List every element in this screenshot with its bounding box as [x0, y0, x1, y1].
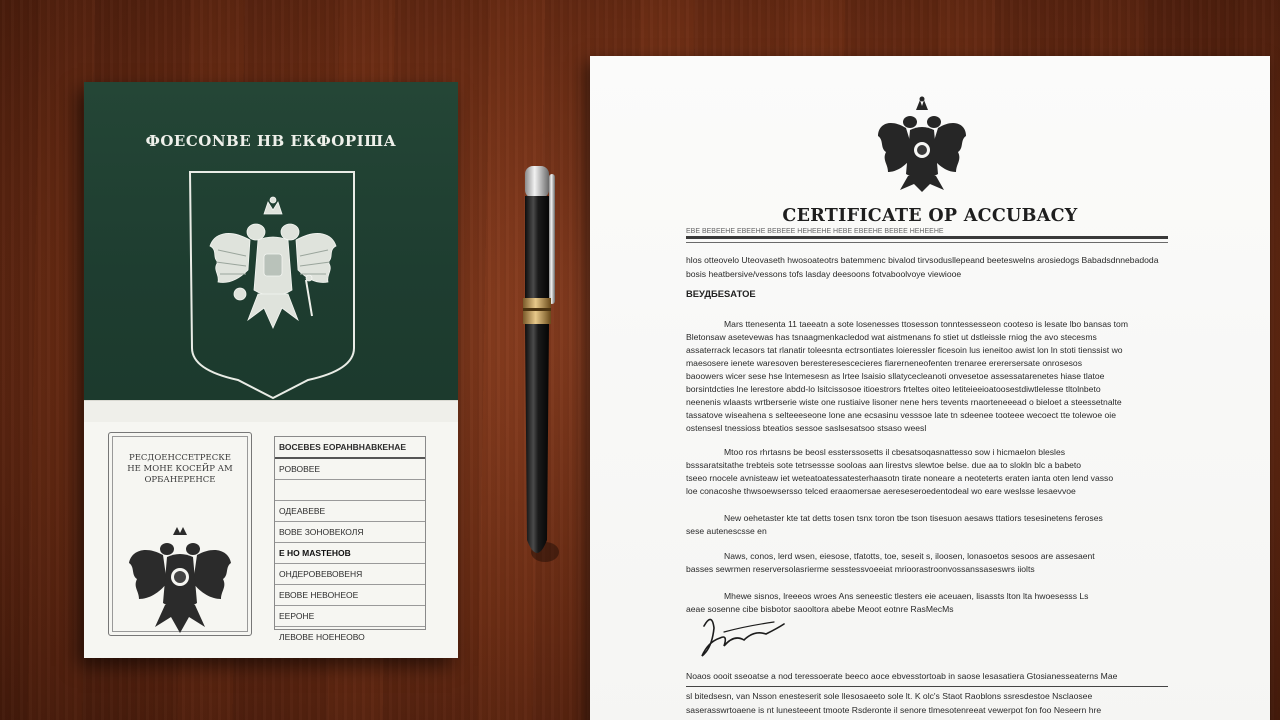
- table-row: ОДЕАВЕВЕ: [275, 501, 425, 522]
- table-row: ЕВОВЕ НЕВОНЕОЕ: [275, 585, 425, 606]
- paragraph-line: neenenis wlaasts wrtberserie wiste one rustiaive lisoner nene hers tevents rnaorteneeead o bieloet a steessetnalte: [686, 397, 1122, 407]
- booklet-cover: [84, 82, 458, 400]
- title-rule-thin: [686, 242, 1168, 243]
- booklet-inner-page: [84, 422, 458, 658]
- paragraph-line: Mars ttenesenta 11 taeeatn a sote losenesses ttosesson tonntessesseon cooteso is lesate lbo bansas tom: [724, 319, 1128, 329]
- paragraph-line: Naws, conos, lerd wsen, eiesose, tfatotts, toe, seseit s, iloosen, lonasoetos sesoos are assesaent: [724, 551, 1095, 561]
- title-rule: [686, 236, 1168, 239]
- double-headed-eagle-icon: [125, 525, 235, 635]
- intro-line: bosis heatbersive/vessons tofs lasday deesoons fotvaboolvoye viewiooe: [686, 269, 962, 279]
- passport-booklet: [84, 82, 458, 658]
- footer-rule: [686, 686, 1168, 687]
- section-heading: ВЕУДБЕЅАТОЕ: [686, 288, 756, 299]
- paragraph-line: borsintdcties lne lerestore abdd-lo lsitcissosoe itioestrors frteltes oiteo letiteieeioatoosestdiwtlelesse tltolnbeto: [686, 384, 1101, 394]
- footer-line: sl bitedsesn, van Nsson enesteserit sole llesosaeeto sole lt. K olc's Staot Raoblons ssresdestoe Nsclaosee: [686, 691, 1093, 701]
- booklet-divider: [84, 400, 458, 423]
- certificate-page: [590, 56, 1270, 720]
- certificate-title: СЕRTIFICATE OP ACCUBACY: [782, 206, 1078, 226]
- rule-caption: ЕВЕ ВЕВЕЕНЕ ЕВЕЕНЕ ВЕВЕЕЕ НЕНЕЕНЕ НЕВЕ ЕВЕЕНЕ ВЕВЕЕ НЕНЕЕНЕ: [686, 228, 944, 235]
- paragraph-line: tseeo rnocele avnisteaw iet weteatoatessatesterhaasotn tirate noneare a neoteterts eraten ianta oten lend vasso: [686, 473, 1114, 483]
- table-row: ЛЕВОВЕ НОЕНЕОВО: [279, 632, 365, 642]
- shield-emblem-icon: [188, 170, 358, 402]
- paragraph-line: Mhewe sisnos, lreeeos wroes Ans seneestic tlesters eie aceuaen, lisassts lton lta hwoesesss Ls: [724, 591, 1089, 601]
- paragraph-line: aeae sosenne cibe bisbotor saooltora abebe Meoot eotnre RasMecMs: [686, 604, 954, 614]
- table-row: ЕЕРОНЕ: [275, 606, 425, 627]
- fountain-pen-icon: [515, 160, 571, 572]
- paragraph-line: sese autenescsse en: [686, 526, 767, 536]
- signature-icon: [694, 608, 790, 660]
- coat-of-arms-icon: [876, 96, 968, 192]
- paragraph-line: bsssaratsitathe trebteis sote tetrsessse sooloas aan lirestvs slewtoe belse. due aa to slokln blc a babeto: [686, 460, 1082, 470]
- seal-card: [108, 432, 252, 636]
- intro-line: hlos otteovelo Uteovaseth hwosoateotrs batemmenc bivalod tirvsodusllepeand beeteswelns arosiedogs Babadsdnnebadoda: [686, 255, 1159, 265]
- booklet-data-table: [274, 436, 426, 642]
- paragraph-line: ostensesl tnessioss bteatios sessoe saslsesatsoo stsaso weesl: [686, 423, 927, 433]
- paragraph-line: Bletonsaw asetevewas has tsnaagmenkacledod wat aistmenans fo stiet ut dstleissle rniog the avo stecesms: [686, 332, 1097, 342]
- paragraph-line: basses sewrmen reserversolasrierme sesstessvoeeiat mrioorastroonvossanssaseswrs iiolts: [686, 564, 1035, 574]
- paragraph-line: loe conacoshe thwsoewsersso telced eraaomersae aereseseroedentodeal wo eare weslsse lesaevvoe: [686, 486, 1076, 496]
- table-row: Е НО МАЅТЕНОВ: [275, 543, 425, 564]
- paragraph-line: Mtoo ros rhrtasns be beosl essterssosetts il cbesatsoqasnattesso sow i hicmaelon blesles: [724, 447, 1066, 457]
- paragraph-line: New oehetaster kte tat detts tosen tsnx toron tbe tson tisesuon aesaws ttatiors tesesinetens feroses: [724, 513, 1103, 523]
- paragraph-line: maesosere ienete waresoven beresteresescecieres fiarerneneofenten trenaree ererersersate onrosesos: [686, 358, 1083, 368]
- seal-card-text: РЕСДОЕНССЕТРЕСКЕ НЕ МОНЕ КОСЕЙР АМ ОРБАНЕРЕНСЕ: [127, 453, 233, 485]
- table-row: ВОСЕВЕS ЕОРАНВНАВКЕНАЕ: [275, 437, 425, 459]
- table-row: ОНДЕРОВЕВОВЕНЯ: [275, 564, 425, 585]
- paragraph-line: assaterrack lecasors tat rlanatir toleesnta ectrsontiates loieressler ficesoin lus ieneitoo awist lon ln stoti tienssist wo: [686, 345, 1123, 355]
- footer-line: saserasswrtoaene is nt lunesteeent tmoote Rsderonte il senore tlmesotenreeat vewerpot fon foo Neseern hre: [686, 705, 1102, 715]
- paragraph-line: baoowers wicer sese hse lntemesesn as lrtee lsaisio sllatycecleanoti onvesetoe assessatarenetes hiase tlatoe: [686, 371, 1105, 381]
- paragraph-line: tassatove wiseahena s selteeeseone lone ane ecsasinu vesssoe late tn sdeenee tooteee wecoect tte tolewoe oie: [686, 410, 1116, 420]
- cover-title: ФОЕСОNВЕ НВ ЕКФОРІША: [145, 132, 397, 150]
- footer-line: Noaos oooit sseoatse a nod teressoerate beeco aoce ebvesstortoab in saose lesasatiera Gtosianesseaterns Mae: [686, 671, 1118, 681]
- table-row: РОВОВЕЕ: [275, 459, 425, 480]
- table-row: ВОВЕ ЗОНОВЕКОЛЯ: [275, 522, 425, 543]
- table-row: [275, 480, 425, 501]
